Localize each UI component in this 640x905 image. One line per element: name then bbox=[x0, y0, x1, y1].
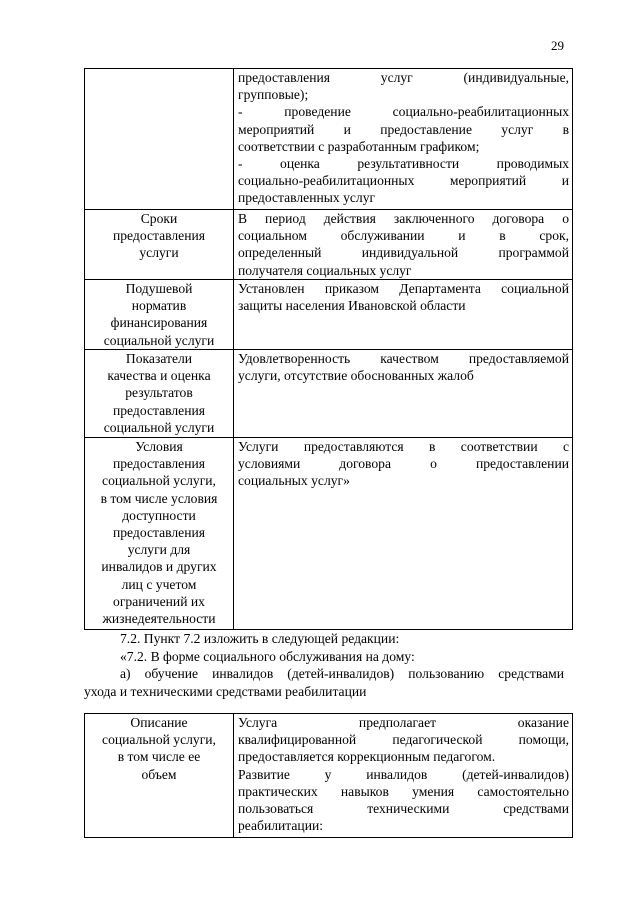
cell-line: практических навыков умения самостоятельно bbox=[238, 783, 569, 799]
cell-line: социальных услуг» bbox=[238, 473, 350, 489]
cell-line: - проведение социально-реабилитационных bbox=[238, 104, 569, 120]
cell-line: доступности bbox=[122, 507, 196, 523]
cell-line: качества и оценка bbox=[107, 368, 211, 384]
cell-line: условиями договора о предоставлении bbox=[238, 456, 569, 472]
table-row bbox=[85, 438, 573, 630]
cell-line: Услуги предоставляются в соответствии с bbox=[238, 439, 569, 454]
cell-line: пользоваться техническими средствами bbox=[238, 801, 569, 817]
row-label-cell bbox=[85, 714, 234, 838]
row-content-cell bbox=[234, 210, 573, 280]
row-content-cell bbox=[234, 714, 573, 838]
cell-line: мероприятий и предоставление услуг в bbox=[238, 121, 569, 137]
cell-line: норматив bbox=[131, 298, 187, 314]
cell-line: социально-реабилитационных мероприятий и bbox=[238, 173, 569, 189]
cell-line: лиц с учетом bbox=[121, 576, 197, 592]
cell-line: предоставления bbox=[112, 525, 205, 541]
cell-line: в том числе условия bbox=[100, 490, 218, 506]
row-label-cell bbox=[85, 210, 234, 280]
cell-line: Сроки bbox=[140, 211, 178, 226]
service-description-table bbox=[84, 713, 573, 838]
table-row bbox=[85, 714, 573, 838]
table-row bbox=[85, 280, 573, 350]
cell-line: социальной услуги, bbox=[102, 473, 216, 489]
cell-line: получателя социальных услуг bbox=[238, 262, 412, 278]
paragraph-line: «7.2. В форме социального обслуживания на дому: bbox=[120, 648, 415, 664]
cell-line: Показатели bbox=[125, 351, 193, 366]
cell-line: Описание bbox=[130, 715, 188, 730]
cell-line: социальной услуги bbox=[103, 419, 215, 435]
row-label-cell bbox=[85, 280, 234, 350]
cell-line: - оценка результативности проводимых bbox=[238, 156, 569, 172]
cell-line: инвалидов и других bbox=[101, 559, 217, 575]
row-content-cell bbox=[234, 350, 573, 438]
cell-line: соответствии с разработанным графиком; bbox=[238, 138, 480, 154]
cell-line: услуги, отсутствие обоснованных жалоб bbox=[238, 368, 474, 384]
table-row bbox=[85, 350, 573, 438]
cell-line: социальной услуги bbox=[103, 332, 215, 348]
table-row bbox=[85, 210, 573, 280]
cell-line: определенный индивидуальной программой bbox=[238, 245, 569, 261]
paragraph-line: 7.2. Пункт 7.2 изложить в следующей редакции: bbox=[120, 631, 400, 646]
cell-line: предоставления bbox=[112, 456, 205, 472]
cell-line: Развитие у инвалидов (детей-инвалидов) bbox=[238, 766, 569, 782]
cell-line: результатов bbox=[125, 385, 193, 401]
cell-line: Услуга предполагает оказание bbox=[238, 715, 569, 730]
row-content-cell bbox=[234, 280, 573, 350]
cell-line: Подушевой bbox=[125, 281, 193, 296]
cell-line: ограничений их bbox=[113, 593, 205, 609]
cell-line: реабилитации: bbox=[238, 818, 324, 834]
cell-line: В период действия заключенного договора о bbox=[238, 211, 569, 226]
row-content-cell bbox=[234, 438, 573, 630]
cell-line: услуги для bbox=[127, 542, 191, 558]
row-label-cell bbox=[85, 350, 234, 438]
services-table-continued bbox=[84, 68, 573, 630]
cell-line: Установлен приказом Департамента социальной bbox=[238, 281, 569, 296]
cell-line: предоставления услуг (индивидуальные, bbox=[238, 70, 569, 85]
cell-line: Условия bbox=[135, 439, 183, 454]
cell-line: предоставления bbox=[112, 402, 205, 418]
cell-line: защиты населения Ивановской области bbox=[238, 298, 466, 314]
cell-line: предоставления bbox=[112, 228, 205, 244]
cell-line: групповые); bbox=[238, 87, 309, 103]
cell-line: объем bbox=[141, 766, 177, 782]
cell-line: социальном обслуживании и в срок, bbox=[238, 228, 569, 244]
row-label-cell bbox=[85, 438, 234, 630]
page-number: 29 bbox=[551, 38, 564, 53]
cell-line: услуги bbox=[139, 245, 179, 261]
paragraph-line: а) обучение инвалидов (детей-инвалидов) пользованию средствами bbox=[120, 666, 564, 681]
cell-line: финансирования bbox=[110, 315, 208, 331]
cell-line: жизнедеятельности bbox=[102, 611, 216, 627]
table-row bbox=[85, 69, 573, 210]
cell-line: социальной услуги, bbox=[102, 732, 216, 748]
row-content-cell bbox=[234, 69, 573, 210]
cell-line: предоставленных услуг bbox=[238, 190, 376, 206]
cell-line: Удовлетворенность качеством предоставляемой bbox=[238, 351, 569, 366]
cell-line: предоставляется коррекционным педагогом. bbox=[238, 749, 496, 765]
body-text bbox=[84, 630, 564, 700]
cell-line: в том числе ее bbox=[117, 749, 201, 765]
cell-line: квалифицированной педагогической помощи, bbox=[238, 732, 569, 748]
row-label-cell bbox=[85, 69, 234, 210]
paragraph-line: ухода и техническими средствами реабилитации bbox=[84, 683, 367, 699]
